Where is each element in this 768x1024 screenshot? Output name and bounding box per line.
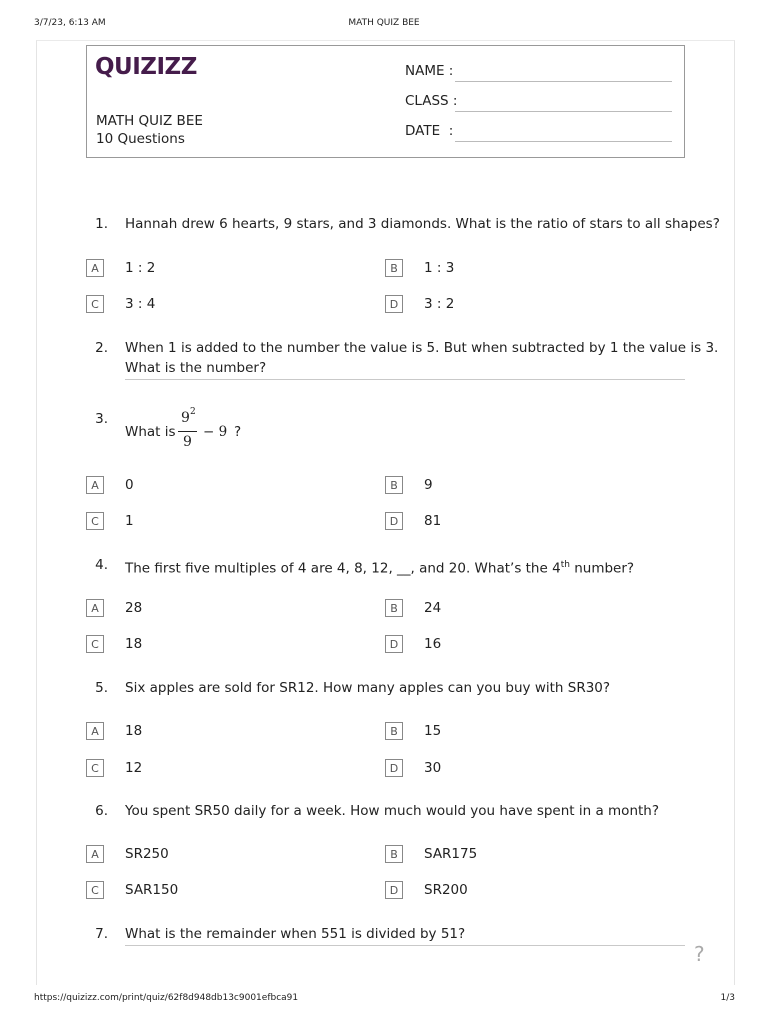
question-count: 10 Questions (96, 131, 185, 147)
q5-option-c-text: 12 (125, 760, 143, 776)
q4-option-c-text: 18 (125, 636, 143, 652)
date-label: DATE : (405, 123, 454, 139)
q1-option-b-text: 1 : 3 (424, 260, 455, 276)
q1-option-c-box[interactable]: C (86, 295, 104, 313)
q4-option-d-text: 16 (424, 636, 442, 652)
question-3-suffix: ? (234, 424, 242, 440)
q1-option-a-box[interactable]: A (86, 259, 104, 277)
question-4-text (125, 555, 634, 579)
q1-option-c-text: 3 : 4 (125, 296, 156, 312)
question-3-fraction (178, 408, 198, 452)
question-7-text: What is the remainder when 551 is divided by 51? (125, 926, 466, 942)
q4-option-c-box[interactable]: C (86, 635, 104, 653)
question-1-text: Hannah drew 6 hearts, 9 stars, and 3 diamonds. What is the ratio of stars to all shapes? (125, 216, 720, 232)
q6-option-d-box[interactable]: D (385, 881, 403, 899)
q3-option-c-text: 1 (125, 513, 134, 529)
print-url: https://quizizz.com/print/quiz/62f8d948db13c9001efbca91 (34, 993, 299, 1003)
question-3-number: 3. (95, 411, 108, 427)
name-field[interactable] (455, 81, 672, 82)
q5-option-a-text: 18 (125, 723, 143, 739)
q5-option-b-box[interactable]: B (385, 722, 403, 740)
quizizz-logo: QUIZIZZ (95, 54, 197, 80)
fraction-numerator: 9 (181, 410, 190, 426)
q3-option-d-text: 81 (424, 513, 442, 529)
date-field[interactable] (455, 141, 672, 142)
q3-option-a-text: 0 (125, 477, 134, 493)
question-5-number: 5. (95, 680, 108, 696)
q6-option-a-box[interactable]: A (86, 845, 104, 863)
quiz-title: MATH QUIZ BEE (96, 113, 203, 129)
q6-option-c-text: SAR150 (125, 882, 179, 898)
q6-option-c-box[interactable]: C (86, 881, 104, 899)
q1-option-d-text: 3 : 2 (424, 296, 455, 312)
question-5-text: Six apples are sold for SR12. How many apples can you buy with SR30? (125, 680, 611, 696)
q6-option-d-text: SR200 (424, 882, 468, 898)
q6-option-b-box[interactable]: B (385, 845, 403, 863)
print-page-number: 1/3 (720, 993, 735, 1003)
question-2-text-line2: What is the number? (125, 360, 267, 376)
question-7-answer-line[interactable] (125, 945, 685, 946)
question-4-text-before: The first five multiples of 4 are 4, 8, 12, __, and 20. What’s the 4 (125, 560, 561, 577)
name-label: NAME : (405, 63, 454, 79)
q5-option-c-box[interactable]: C (86, 759, 104, 777)
fraction-bar (178, 431, 197, 432)
q3-option-a-box[interactable]: A (86, 476, 104, 494)
print-title: MATH QUIZ BEE (348, 18, 420, 28)
q5-option-a-box[interactable]: A (86, 722, 104, 740)
q1-option-b-box[interactable]: B (385, 259, 403, 277)
q6-option-a-text: SR250 (125, 846, 169, 862)
question-4-superscript: th (560, 560, 570, 570)
fraction-exponent: 2 (190, 407, 196, 417)
class-label: CLASS : (405, 93, 458, 109)
q3-option-b-text: 9 (424, 477, 433, 493)
question-1-number: 1. (95, 216, 108, 232)
q4-option-b-box[interactable]: B (385, 599, 403, 617)
question-2-answer-line[interactable] (125, 379, 685, 380)
question-6-number: 6. (95, 803, 108, 819)
q1-option-a-text: 1 : 2 (125, 260, 156, 276)
q5-option-d-text: 30 (424, 760, 442, 776)
q3-option-d-box[interactable]: D (385, 512, 403, 530)
q6-option-b-text: SAR175 (424, 846, 478, 862)
q4-option-a-box[interactable]: A (86, 599, 104, 617)
q3-option-c-box[interactable]: C (86, 512, 104, 530)
print-datetime: 3/7/23, 6:13 AM (34, 18, 106, 28)
question-3-prefix: What is (125, 424, 176, 440)
question-4-text-after: number? (569, 560, 635, 577)
question-3-tail: − 9 (203, 424, 228, 440)
help-icon[interactable]: ? (694, 942, 705, 966)
question-2-text-line1: When 1 is added to the number the value is 5. But when subtracted by 1 the value is 3. (125, 340, 719, 356)
question-2-number: 2. (95, 340, 108, 356)
q3-option-b-box[interactable]: B (385, 476, 403, 494)
q4-option-b-text: 24 (424, 600, 442, 616)
question-6-text: You spent SR50 daily for a week. How much would you have spent in a month? (125, 803, 660, 819)
q1-option-d-box[interactable]: D (385, 295, 403, 313)
q5-option-d-box[interactable]: D (385, 759, 403, 777)
fraction-denominator: 9 (183, 434, 192, 450)
class-field[interactable] (455, 111, 672, 112)
question-4-number: 4. (95, 557, 108, 573)
q4-option-d-box[interactable]: D (385, 635, 403, 653)
q4-option-a-text: 28 (125, 600, 143, 616)
q5-option-b-text: 15 (424, 723, 442, 739)
question-7-number: 7. (95, 926, 108, 942)
